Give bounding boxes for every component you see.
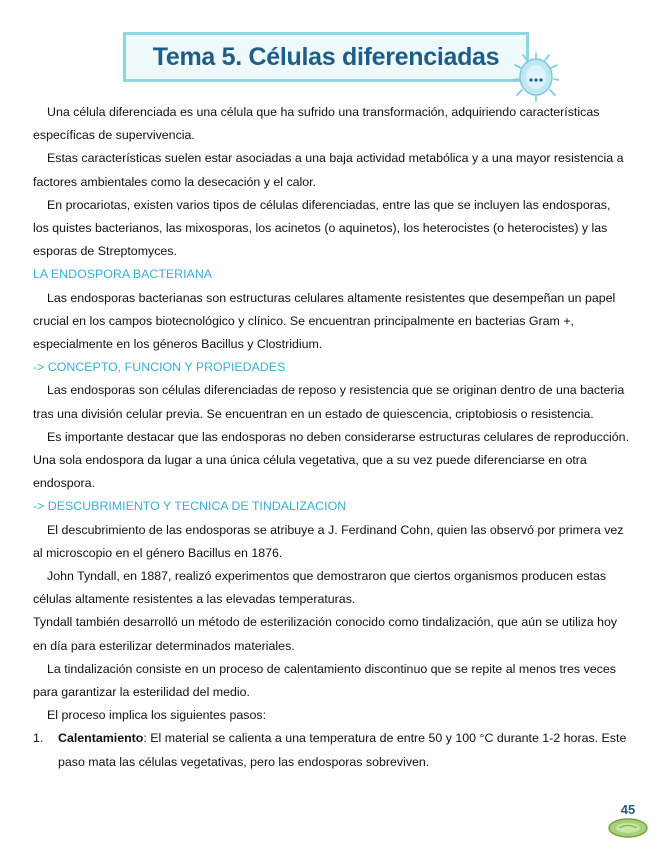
bacterium-icon [513, 52, 559, 102]
subsection-heading-concept: -> CONCEPTO, FUNCION Y PROPIEDADES [33, 360, 286, 375]
leaf-badge-icon [607, 817, 649, 839]
section-heading-endospore: LA ENDOSPORA BACTERIANA [33, 267, 213, 282]
list-item [33, 727, 629, 773]
paragraph-tyndallization-process: La tindalización consiste en un proceso de calentamiento discontinuo que se repite al menos tres veces para garantizar la esterilidad del medio. [33, 661, 616, 700]
step-text: : El material se calienta a una temperatura de entre 50 y 100 °C durante 1-2 horas. Este paso mata las células vegetativas, pero las endosporas sobreviven. [58, 731, 627, 769]
body-content [33, 101, 629, 774]
steps-list [33, 727, 629, 773]
page-title: Tema 5. Células diferenciadas [152, 42, 500, 71]
paragraph-endospores-concept: Las endosporas son células diferenciadas de reposo y resistencia que se originan dentro de una bacteria tras una división celular previa. Se encuentran en un estado de quiescencia, criptobiosis o resistencia. [33, 383, 625, 421]
paragraph-prokaryotes: En procariotas, existen varios tipos de células diferenciadas, entre las que se incluyen las endosporas, los quistes bacterianos, las mixosporas, los acinetos (o aquinetos), los heterocistes (o heterocistes) y las esporas de Streptomyces. [33, 197, 611, 259]
step-number: 1. [33, 731, 44, 746]
subsection-heading-discovery: -> DESCUBRIMIENTO Y TECNICA DE TINDALIZACION [33, 499, 347, 514]
paragraph-endospores-intro: Las endosporas bacterianas son estructuras celulares altamente resistentes que desempeñan un papel crucial en los campos biotecnológico y clínico. Se encuentran principalmente en bacterias Gram +, especialmente en los géneros Bacillus y Clostridium. [33, 290, 616, 352]
paragraph-cohn: El descubrimiento de las endosporas se atribuye a J. Ferdinand Cohn, quien las observó por primera vez al microscopio en el género Bacillus en 1876. [33, 522, 624, 560]
paragraph-tyndall: John Tyndall, en 1887, realizó experimentos que demostraron que ciertos organismos producen estas células altamente resistentes a las elevadas temperaturas. [33, 569, 607, 607]
title-box [123, 32, 529, 82]
step-term: Calentamiento [58, 731, 144, 746]
paragraph-tyndallization-method: Tyndall también desarrolló un método de esterilización conocido como tindalización, que aún se utiliza hoy en día para esterilizar determinados materiales. [33, 615, 618, 653]
paragraph-definition: Una célula diferenciada es una célula que ha sufrido una transformación, adquiriendo características específicas de supervivencia. [33, 105, 600, 143]
paragraph-characteristics: Estas características suelen estar asociadas a una baja actividad metabólica y a una mayor resistencia a factores ambientales como la desecación y el calor. [33, 151, 624, 189]
page-number: 45 [620, 802, 636, 817]
paragraph-not-reproduction: Es importante destacar que las endosporas no deben considerarse estructuras celulares de reproducción. Una sola endospora da lugar a una única célula vegetativa, que a su vez puede diferenciarse en otra endospora. [33, 429, 630, 491]
paragraph-steps-intro: El proceso implica los siguientes pasos: [47, 708, 267, 723]
